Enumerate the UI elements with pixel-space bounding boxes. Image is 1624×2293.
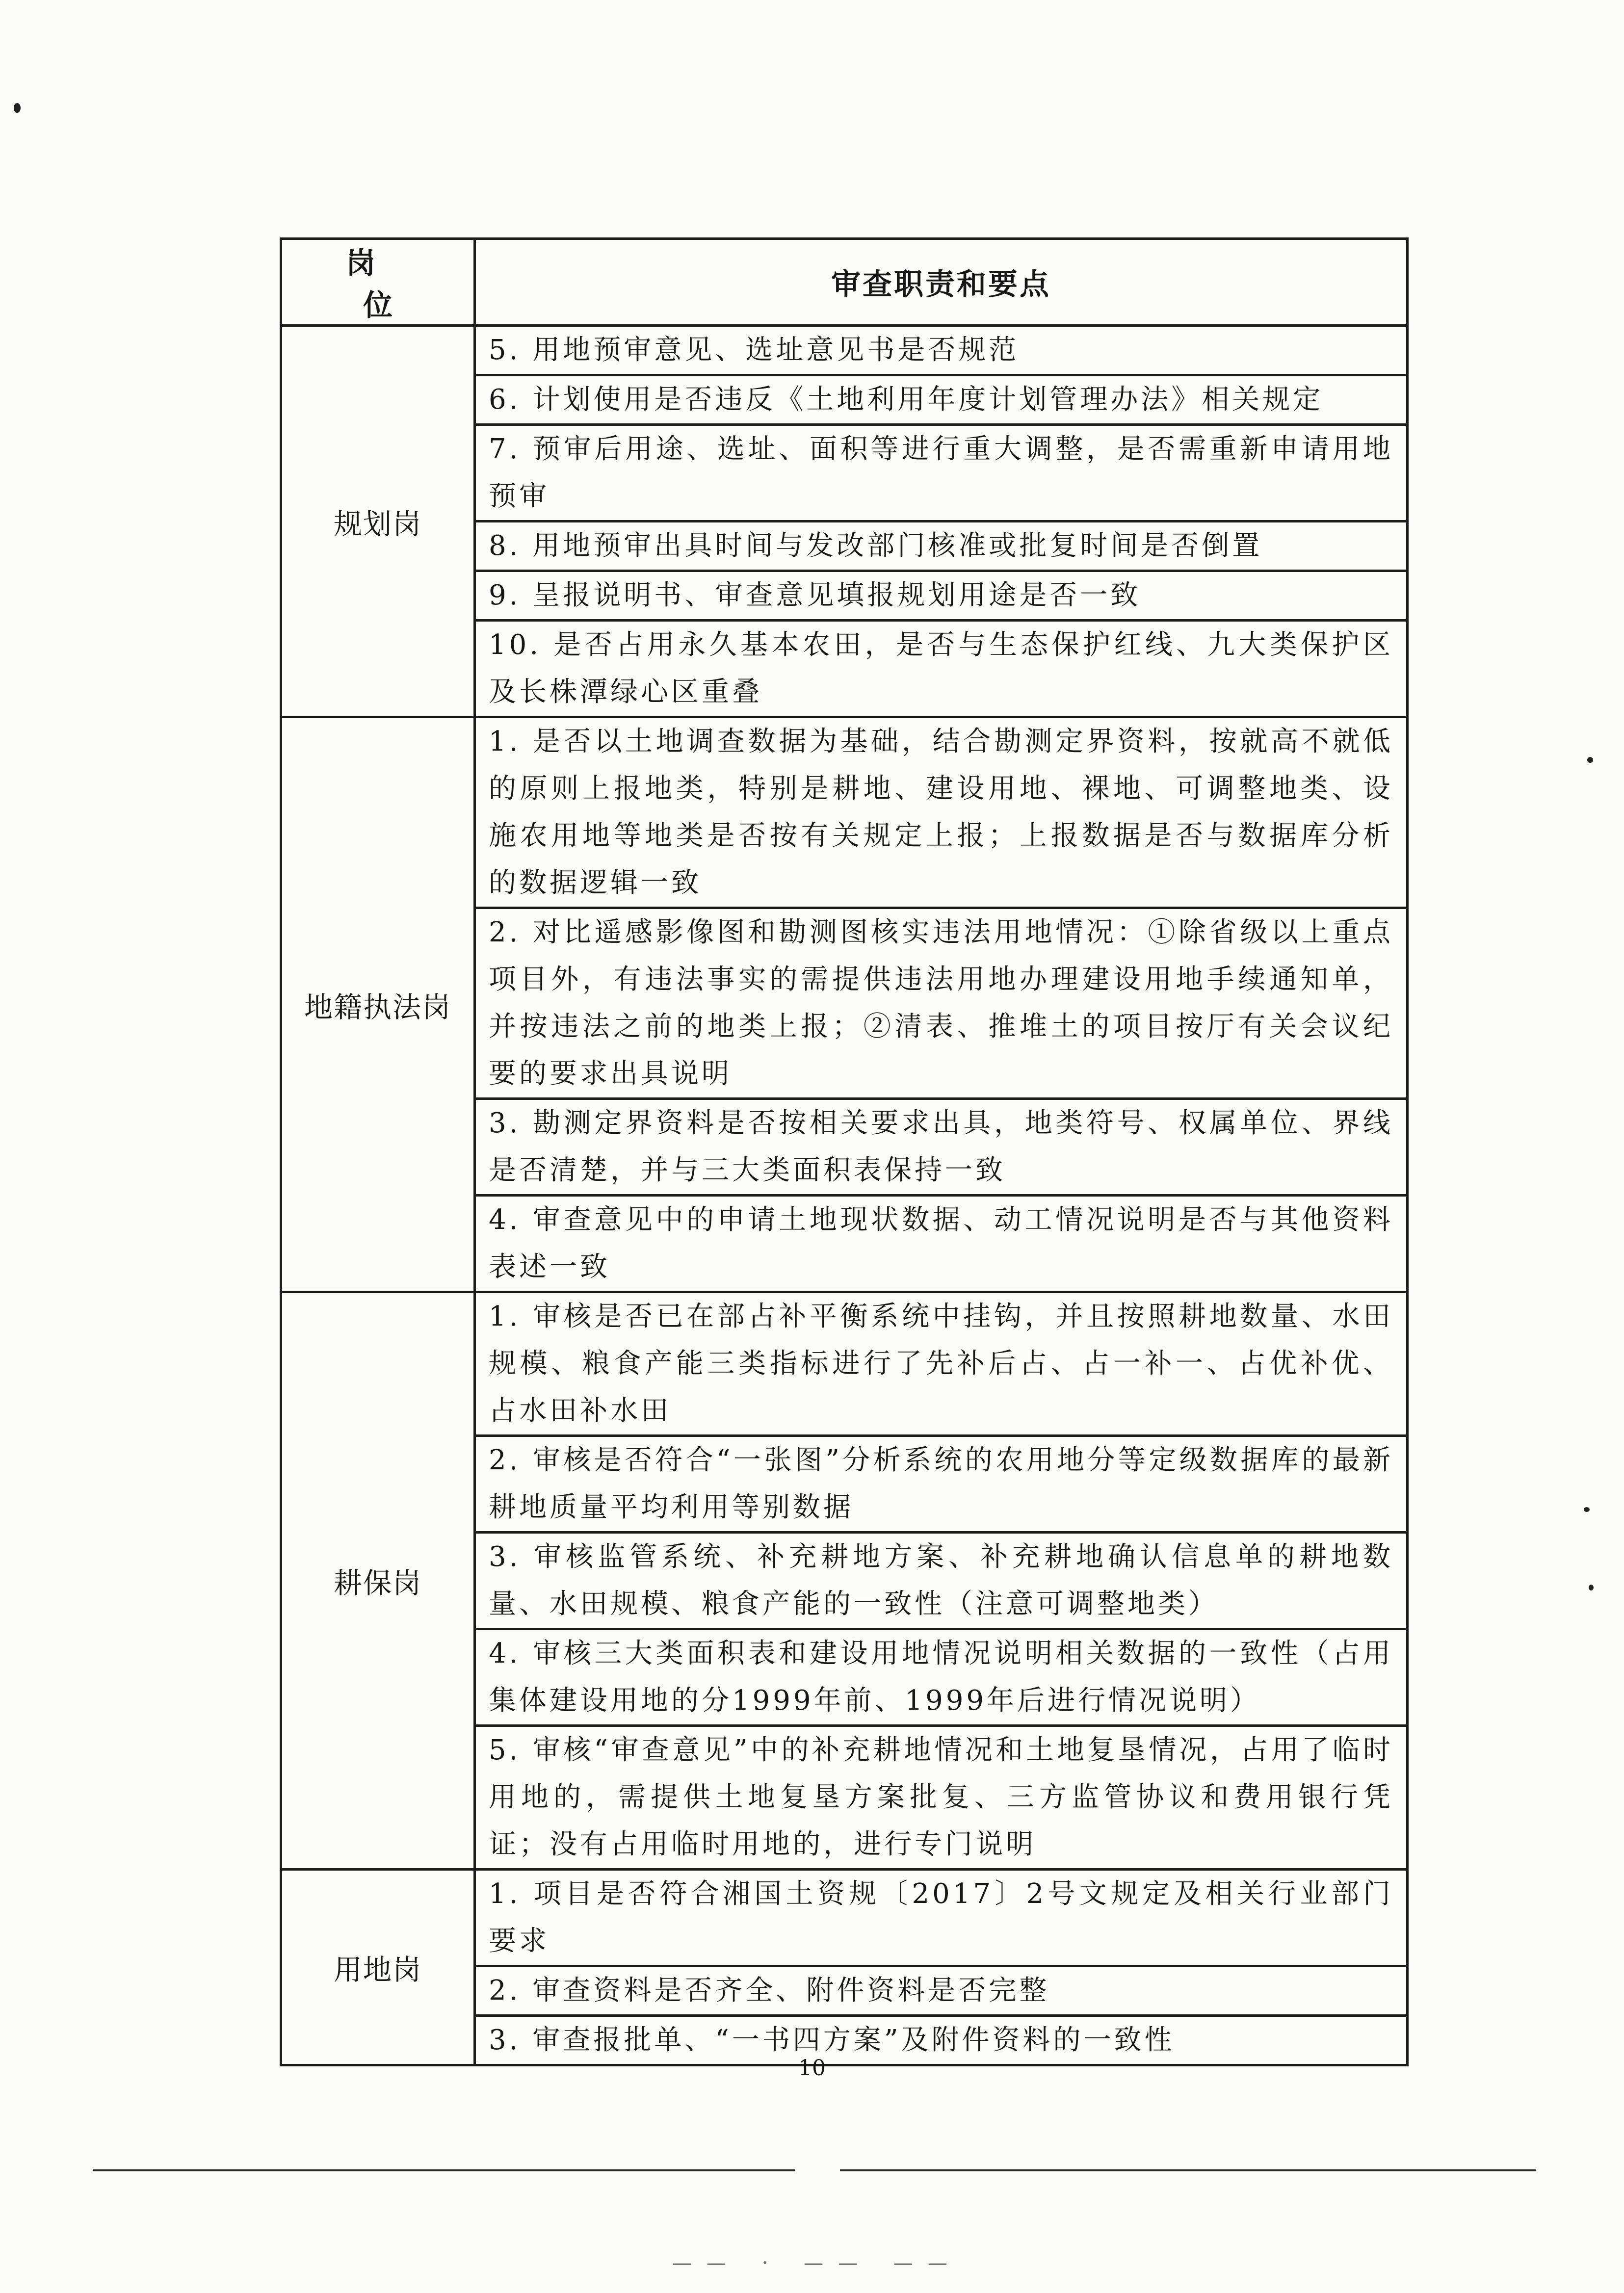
duty-item-cell: 1. 审核是否已在部占补平衡系统中挂钩，并且按照耕地数量、水田规模、粮食产能三类指标进行了先补后占、占一补一、占优补优、占水田补水田 [475, 1292, 1408, 1436]
duty-item-cell: 6. 计划使用是否违反《土地利用年度计划管理办法》相关规定 [475, 375, 1408, 425]
duty-item-cell: 1. 项目是否符合湘国土资规〔2017〕2号文规定及相关行业部门要求 [475, 1870, 1408, 1966]
duty-item-cell: 1. 是否以土地调查数据为基础，结合勘测定界资料，按就高不就低的原则上报地类，特别是耕地、建设用地、裸地、可调整地类、设施农用地等地类是否按有关规定上报；上报数据是否与数据库分析的数据逻辑一致 [475, 717, 1408, 908]
table-row [281, 1870, 1408, 1966]
review-duties-table [280, 237, 1409, 2066]
table-row [281, 1292, 1408, 1436]
duty-item-cell: 4. 审核三大类面积表和建设用地情况说明相关数据的一致性（占用集体建设用地的分1999年前、1999年后进行情况说明） [475, 1629, 1408, 1726]
duty-item-cell: 2. 对比遥感影像图和勘测图核实违法用地情况：①除省级以上重点项目外，有违法事实的需提供违法用地办理建设用地手续通知单，并按违法之前的地类上报；②清表、推堆土的项目按厅有关会议纪要的要求出具说明 [475, 908, 1408, 1099]
table-body [281, 326, 1408, 2065]
table-row [281, 326, 1408, 375]
duty-item-cell: 2. 审核是否符合“一张图”分析系统的农用地分等定级数据库的最新耕地质量平均利用等别数据 [475, 1436, 1408, 1533]
table-header-row [281, 239, 1408, 326]
post-name-cell: 规划岗 [281, 326, 475, 717]
duty-item-cell: 5. 用地预审意见、选址意见书是否规范 [475, 326, 1408, 375]
duty-item-cell: 5. 审核“审查意见”中的补充耕地情况和土地复垦情况，占用了临时用地的，需提供土地复垦方案批复、三方监管协议和费用银行凭证；没有占用临时用地的，进行专门说明 [475, 1726, 1408, 1870]
footer-rule-left [93, 2169, 795, 2171]
duty-item-cell: 3. 勘测定界资料是否按相关要求出具，地类符号、权属单位、界线是否清楚，并与三大类面积表保持一致 [475, 1099, 1408, 1196]
duty-item-cell: 7. 预审后用途、选址、面积等进行重大调整，是否需重新申请用地预审 [475, 425, 1408, 521]
duty-item-cell: 8. 用地预审出具时间与发改部门核准或批复时间是否倒置 [475, 521, 1408, 571]
scan-speck [1589, 1585, 1594, 1590]
footer-faint-text: —— · —— —— [672, 2252, 962, 2274]
scan-speck [14, 103, 21, 113]
duty-item-cell: 4. 审查意见中的申请土地现状数据、动工情况说明是否与其他资料表述一致 [475, 1196, 1408, 1292]
scan-speck [1587, 757, 1593, 763]
duty-item-cell: 3. 审核监管系统、补充耕地方案、补充耕地确认信息单的耕地数量、水田规模、粮食产能的一致性（注意可调整地类） [475, 1533, 1408, 1629]
duty-item-cell: 3. 审查报批单、“一书四方案”及附件资料的一致性 [475, 2016, 1408, 2065]
post-name-cell: 用地岗 [281, 1870, 475, 2065]
scan-speck [1584, 1507, 1590, 1512]
post-name-cell: 耕保岗 [281, 1292, 475, 1870]
duty-item-cell: 2. 审查资料是否齐全、附件资料是否完整 [475, 1966, 1408, 2016]
footer-rule-right [840, 2169, 1536, 2171]
header-duties: 审查职责和要点 [475, 239, 1408, 326]
duty-item-cell: 10. 是否占用永久基本农田，是否与生态保护红线、九大类保护区及长株潭绿心区重叠 [475, 621, 1408, 717]
table-row [281, 717, 1408, 908]
page-number: 10 [798, 2056, 826, 2081]
post-name-cell: 地籍执法岗 [281, 717, 475, 1292]
header-post: 岗 位 [281, 239, 475, 326]
duty-item-cell: 9. 呈报说明书、审查意见填报规划用途是否一致 [475, 571, 1408, 621]
